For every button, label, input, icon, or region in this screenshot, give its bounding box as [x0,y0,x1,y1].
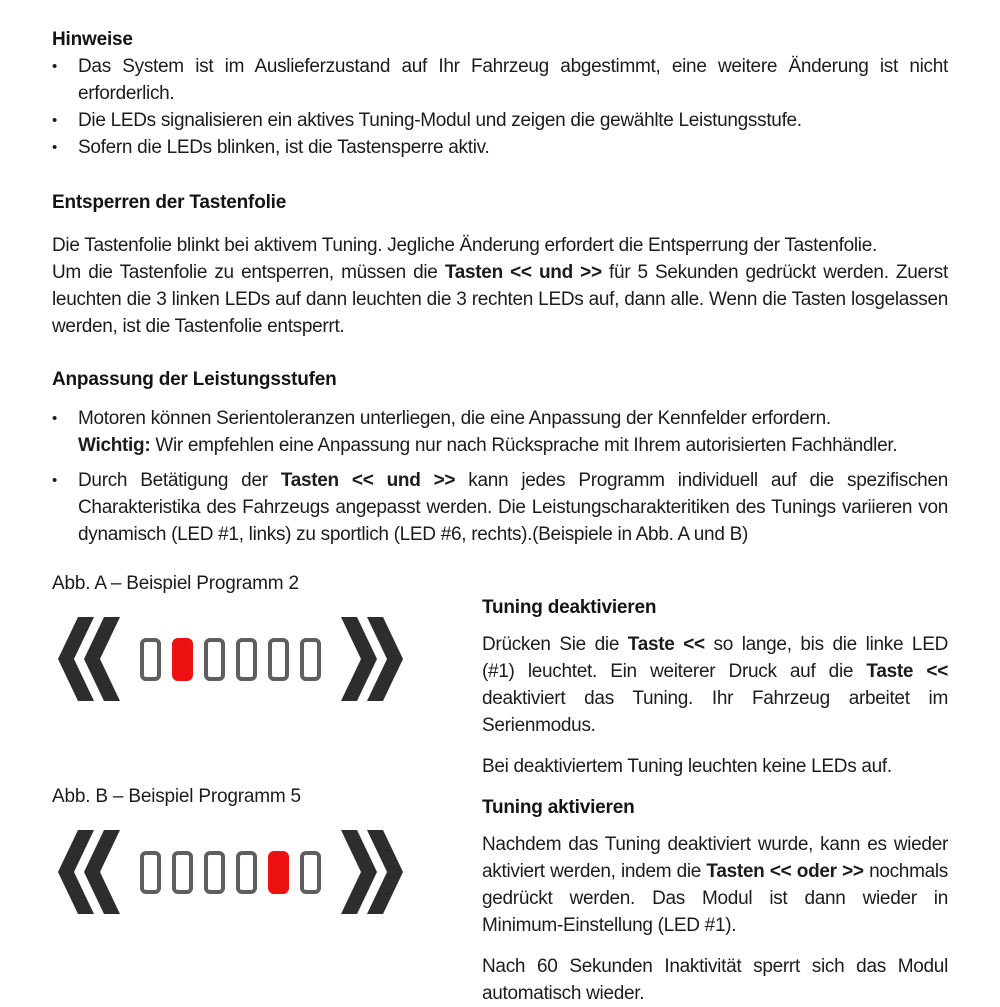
hinweise-bullet-list [52,53,948,161]
bullet-text-rich [78,467,948,548]
bullet-dot: • [52,139,58,156]
led-1 [140,851,161,894]
bullet-dot: • [52,112,58,129]
led-2-active [172,638,193,681]
section-heading-hinweise: Hinweise [52,29,133,50]
bullet-dot: • [52,472,58,489]
double-chevron-left-icon [58,830,120,914]
paragraph: Nach 60 Sekunden Inaktivität sperrt sich das Modul automatisch wieder. [482,956,948,1004]
paragraph-rich [482,631,948,739]
bullet-text: Das System ist im Auslieferzustand auf Ihr Fahrzeug abgestimmt, eine weitere Änderung ist nicht erforderlich. [78,56,948,104]
bullet-dot: • [52,410,58,427]
double-chevron-right-icon [341,830,403,914]
instructions-column [482,594,948,1007]
led-strip [140,638,321,681]
bullet-line-rich [78,432,948,459]
led-6 [300,851,321,894]
paragraph-rich [52,259,948,340]
text-segment: kann jedes Programm individuell auf die spezifischen Charakteristika des Fahrzeugs angepasst werden. Die Leistungscharakteritiken des Tunings variieren von dynamisch (LED #1, links) zu sportlich (LED #6, rechts).(Beispiele in Abb. A und B) [78,470,948,545]
figure-a-label: Abb. A – Beispiel Programm 2 [52,573,299,594]
entsperren-paragraph [52,232,948,340]
led-5 [268,638,289,681]
paragraph-rich [482,831,948,939]
text-segment: deaktiviert das Tuning. Ihr Fahrzeug arbeitet im Serienmodus. [482,688,948,736]
bold-text-segment: Tasten << und >> [280,470,456,491]
bold-text-segment: Taste << [627,634,705,655]
list-item [52,107,948,134]
led-4 [236,638,257,681]
bullet-text: Die LEDs signalisieren ein aktives Tuning-Modul und zeigen die gewählte Leistungsstufe. [78,110,802,131]
bold-text-segment: Wichtig: [78,435,151,456]
list-item [52,405,948,459]
bullet-text: Sofern die LEDs blinken, ist die Tastensperre aktiv. [78,137,490,158]
list-item [52,53,948,107]
led-3 [204,638,225,681]
two-column-area [52,570,948,1007]
text-segment: Durch Betätigung der [78,470,281,491]
bullet-dot: • [52,58,58,75]
paragraph-line: Die Tastenfolie blinkt bei aktivem Tuning. Jegliche Änderung erfordert die Entsperrung der Tastenfolie. [52,235,877,256]
double-chevron-right-icon [341,617,403,701]
led-4 [236,851,257,894]
led-6 [300,638,321,681]
figure-b-label: Abb. B – Beispiel Programm 5 [52,786,301,807]
text-segment: nochmals gedrückt werden. Das Modul ist dann wieder in Minimum-Einstellung (LED #1). [482,861,948,936]
double-chevron-left-icon [58,617,120,701]
heading-tuning-aktivieren: Tuning aktivieren [482,797,635,818]
bold-text-segment: Taste << [866,661,949,682]
section-heading-entsperren: Entsperren der Tastenfolie [52,192,287,213]
led-2 [172,851,193,894]
bullet-line: Motoren können Serientoleranzen unterliegen, die eine Anpassung der Kennfelder erfordern. [78,408,831,429]
text-segment: Drücken Sie die [482,634,628,655]
led-strip [140,851,321,894]
text-segment: Um die Tastenfolie zu entsperren, müssen die [52,262,445,283]
bold-text-segment: Tasten << und >> [444,262,602,283]
bullet-text [78,405,948,459]
text-segment: so lange, bis die linke LED (#1) leuchtet. Ein weiterer Druck auf die [482,634,948,682]
figure-b-led-display [58,830,482,914]
bold-text-segment: Tasten << oder >> [706,861,864,882]
manual-page [0,26,1000,1004]
text-segment: Nachdem das Tuning deaktiviert wurde, kann es wieder aktiviert werden, indem die [482,834,948,882]
led-3 [204,851,225,894]
list-item [52,134,948,161]
led-5-active [268,851,289,894]
list-item [52,467,948,548]
text-segment: für 5 Sekunden gedrückt werden. Zuerst leuchten die 3 linken LEDs auf dann leuchten die 3 rechten LEDs auf, dann alle. Wenn die Tasten losgelassen werden, ist die Tastenfolie entsperrt. [52,262,948,337]
led-1 [140,638,161,681]
anpassung-bullet-list [52,405,948,548]
text-segment: Wir empfehlen eine Anpassung nur nach Rücksprache mit Ihrem autorisierten Fachhändler. [150,435,898,456]
figures-column [52,570,482,1007]
section-heading-anpassung: Anpassung der Leistungsstufen [52,369,337,390]
figure-a-led-display [58,617,482,701]
heading-tuning-deaktivieren: Tuning deaktivieren [482,597,657,618]
paragraph: Bei deaktiviertem Tuning leuchten keine LEDs auf. [482,756,892,777]
